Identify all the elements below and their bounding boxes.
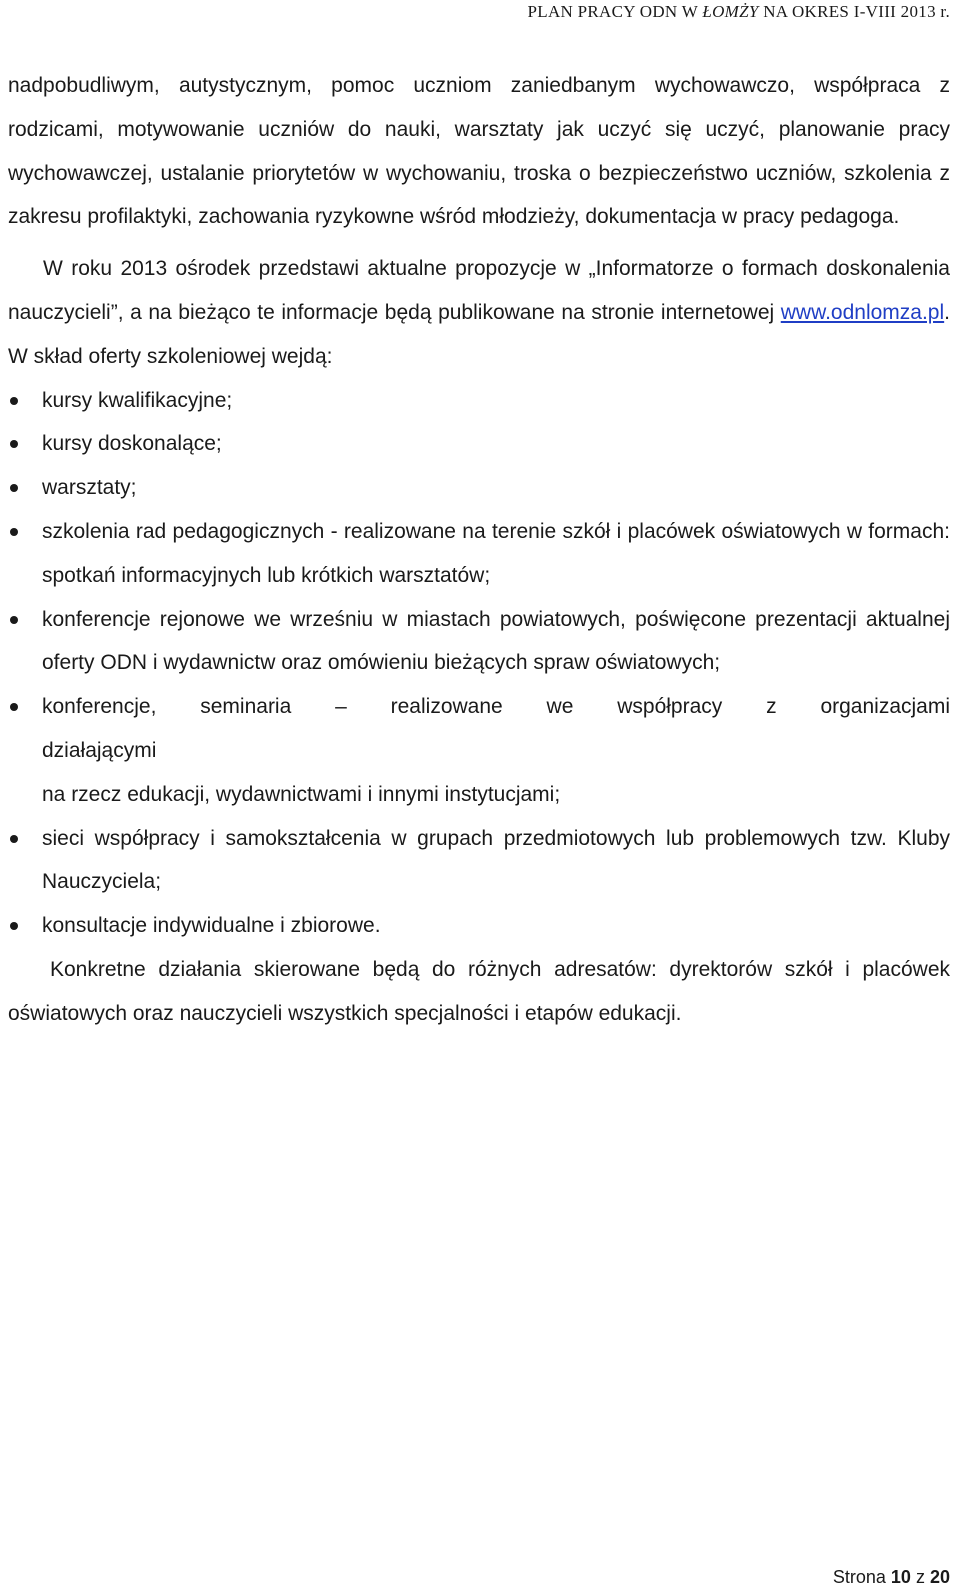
page-footer (833, 1567, 950, 1588)
offer-paragraph-text: W roku 2013 ośrodek przedstawi aktualne propozycje w „Informatorze o formach doskonalenia nauczycieli”, a na bieżąco te informacje będą publikowane na stronie internetowej (8, 257, 950, 324)
list-item: szkolenia rad pedagogicznych - realizowane na terenie szkół i placówek oświatowych w formach: spotkań informacyjnych lub krótkich warsztatów; (8, 510, 950, 598)
document-body (8, 64, 950, 1036)
list-item: warsztaty; (8, 466, 950, 510)
intro-paragraph: nadpobudliwym, autystycznym, pomoc uczniom zaniedbanym wychowawczo, współpraca z rodzicami, motywowanie uczniów do nauki, warsztaty jak uczyć się uczyć, planowanie pracy wychowawczej, ustalanie priorytetów w wychowaniu, troska o bezpieczeństwo uczniów, szkolenia z zakresu profilaktyki, zachowania ryzykowne wśród młodzieży, dokumentacja w pracy pedagoga. (8, 74, 950, 229)
bullet-icon (10, 397, 18, 405)
list-item: kursy doskonalące; (8, 422, 950, 466)
list-item: sieci współpracy i samokształcenia w grupach przedmiotowych lub problemowych tzw. Kluby Nauczyciela; (8, 817, 950, 905)
bullet-icon (10, 616, 18, 624)
list-item: konferencje, seminaria – realizowane we współpracy z organizacjami działającymi (8, 685, 950, 773)
closing-paragraph: Konkretne działania skierowane będą do różnych adresatów: dyrektorów szkół i placówek oświatowych oraz nauczycieli wszystkich specjalności i etapów edukacji. (8, 957, 950, 1025)
bullet-icon (10, 484, 18, 492)
footer-of: z (910, 1567, 930, 1587)
list-item-continuation: na rzecz edukacji, wydawnictwami i innymi instytucjami; (42, 782, 561, 806)
header-title-part1: PLAN PRACY ODN W (527, 2, 703, 21)
header-title-city: ŁOMŻY (702, 2, 759, 21)
list-item: konsultacje indywidualne i zbiorowe. (8, 904, 950, 948)
list-item: konferencje rejonowe we wrześniu w miastach powiatowych, poświęcone prezentacji aktualnej oferty ODN i wydawnictw oraz omówieniu bieżących spraw oświatowych; (8, 598, 950, 686)
bullet-icon (10, 528, 18, 536)
bullet-icon (10, 440, 18, 448)
bullet-icon (10, 922, 18, 930)
offer-paragraph (8, 247, 950, 378)
list-item: kursy kwalifikacyjne; (8, 379, 950, 423)
bullet-icon (10, 835, 18, 843)
footer-page-number: 10 (890, 1567, 911, 1587)
header-title-part3: NA OKRES I-VIII 2013 r. (758, 2, 950, 21)
footer-page-total: 20 (929, 1567, 950, 1587)
footer-label: Strona (832, 1567, 891, 1587)
bullet-icon (10, 703, 18, 711)
page-header (528, 2, 950, 22)
website-link[interactable]: www.odnlomza.pl (780, 300, 945, 324)
offer-paragraph-tail: . W skład oferty szkoleniowej wejdą: (8, 300, 950, 368)
offer-list (8, 379, 950, 773)
offer-list-continued (8, 817, 950, 948)
